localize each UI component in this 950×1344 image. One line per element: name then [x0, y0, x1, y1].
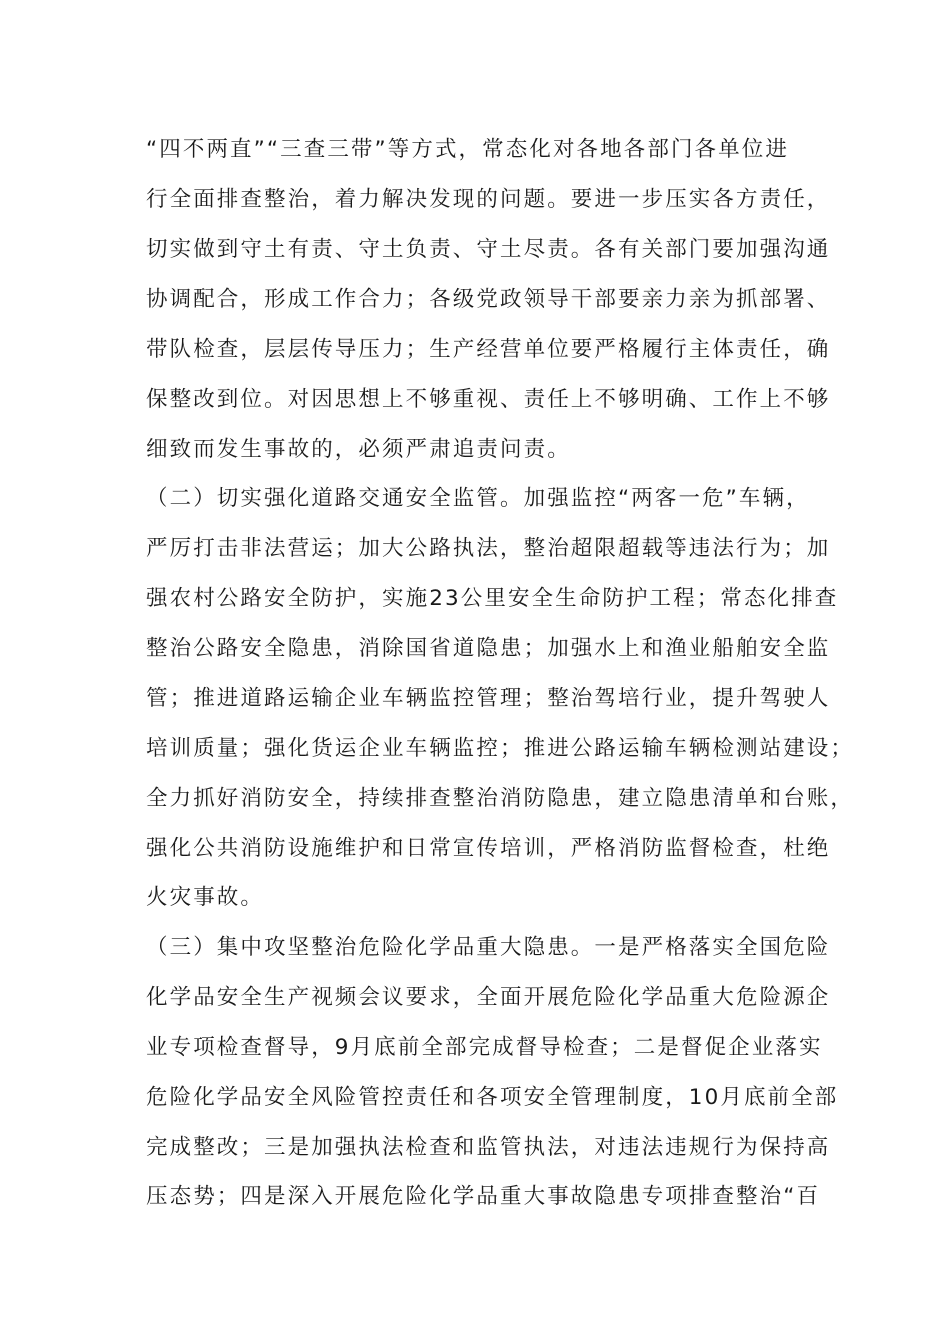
text-line: 整治公路安全隐患，消除国省道隐患；加强水上和渔业船舶安全监: [146, 636, 831, 661]
text-line: 化学品安全生产视频会议要求，全面开展危险化学品重大危险源企: [146, 985, 831, 1010]
text-line: 协调配合，形成工作合力；各级党政领导干部要亲力亲为抓部署、: [146, 287, 831, 312]
section-heading-line: （二）切实强化道路交通安全监管。加强监控“两客一危”车辆，: [146, 486, 810, 511]
text-line: “四不两直”“三查三带”等方式，常态化对各地各部门各单位进: [146, 137, 789, 162]
text-line: 细致而发生事故的，必须严肃追责问责。: [146, 437, 571, 462]
text-line: 行全面排查整治，着力解决发现的问题。要进一步压实各方责任，: [146, 187, 831, 212]
section-heading-line: （三）集中攻坚整治危险化学品重大隐患。一是严格落实全国危险: [146, 935, 831, 960]
text-line: 完成整改；三是加强执法检查和监管执法，对违法违规行为保持高: [146, 1135, 831, 1160]
text-line: 切实做到守土有责、守土负责、守土尽责。各有关部门要加强沟通: [146, 237, 831, 262]
text-line: 严厉打击非法营运；加大公路执法，整治超限超载等违法行为；加: [146, 536, 831, 561]
text-line: 管；推进道路运输企业车辆监控管理；整治驾培行业，提升驾驶人: [146, 686, 831, 711]
text-line: 全力抓好消防安全，持续排查整治消防隐患，建立隐患清单和台账，: [146, 786, 855, 811]
text-line: 培训质量；强化货运企业车辆监控；推进公路运输车辆检测站建设；: [146, 736, 855, 761]
text-line: 火灾事故。: [146, 885, 265, 910]
text-line: 带队检查，层层传导压力；生产经营单位要严格履行主体责任，确: [146, 337, 831, 362]
text-line: 压态势；四是深入开展危险化学品重大事故隐患专项排查整治“百: [146, 1184, 821, 1209]
text-line: 保整改到位。对因思想上不够重视、责任上不够明确、工作上不够: [146, 387, 831, 412]
text-line: 业专项检查督导，9月底前全部完成督导检查；二是督促企业落实: [146, 1035, 823, 1060]
text-line: 强农村公路安全防护，实施23公里安全生命防护工程；常态化排查: [146, 586, 839, 611]
text-line: 强化公共消防设施维护和日常宣传培训，严格消防监督检查，杜绝: [146, 836, 831, 861]
text-line: 危险化学品安全风险管控责任和各项安全管理制度，10月底前全部: [146, 1085, 839, 1110]
